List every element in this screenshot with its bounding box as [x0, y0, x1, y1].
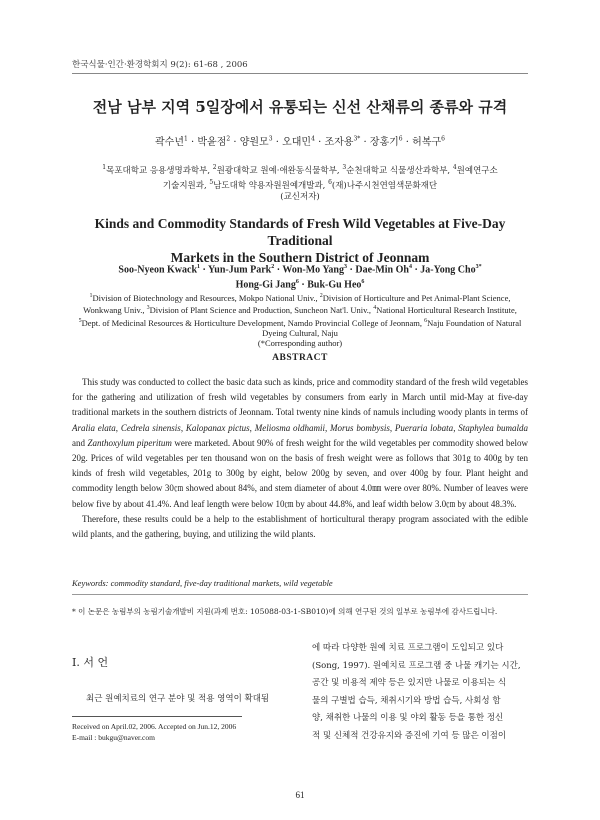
author-mark: 3* — [475, 264, 482, 270]
abstract-body — [72, 375, 528, 542]
author-name: 오대민 — [282, 137, 312, 148]
author-separator: · — [314, 137, 325, 148]
corresponding-note: (교신저자) — [280, 191, 320, 202]
affil-text: Division of Horticulture and Pet Animal-Plant Science, Wonkwang Univ., — [83, 292, 511, 316]
species-name: Staphylea bumalda — [458, 422, 529, 433]
korean-title: 전남 남부 지역 5일장에서 유통되는 신선 산채류의 종류와 규격 — [92, 98, 508, 116]
affil-text: 기술지원과, — [162, 180, 210, 191]
abstract-text: , — [389, 422, 395, 433]
received-dates: Received on April.02, 2006. Accepted on Jun.12, 2006 — [72, 722, 237, 731]
author-name: 박윤점 — [197, 137, 227, 148]
author-separator: · — [274, 264, 283, 276]
abstract-text: , — [249, 422, 255, 433]
author-mark: 4 — [311, 135, 315, 143]
author-mark: 6 — [361, 279, 365, 286]
author-separator: · — [360, 137, 370, 148]
affil-mark: 1 — [102, 164, 107, 171]
author-name: Won-Mo Yang — [282, 264, 344, 276]
abstract-text: , — [180, 422, 186, 433]
author-name: Soo-Nyeon Kwack — [118, 264, 198, 276]
affil-mark: 4 — [373, 305, 377, 312]
affil-mark: 6 — [424, 317, 428, 324]
received-footnote — [72, 722, 294, 743]
intro-line: 공간 및 비용적 제약 등은 있지만 나물로 이용되는 식 — [312, 678, 507, 689]
author-mark: 3 — [268, 135, 273, 143]
species-name: Cedrela sinensis — [120, 422, 181, 433]
affil-mark: 5 — [78, 317, 82, 324]
affil-mark: 5 — [209, 178, 214, 186]
author-separator: · — [272, 137, 283, 148]
intro-right-column — [312, 640, 529, 746]
author-mark: 6 — [398, 135, 403, 143]
affil-mark: 6 — [328, 178, 332, 186]
affil-mark: 2 — [319, 293, 323, 299]
author-mark: 6 — [441, 135, 445, 143]
corresponding-note: (*Corresponding author) — [257, 338, 343, 349]
author-mark: 3* — [353, 135, 361, 143]
author-mark: 1 — [197, 264, 201, 270]
intro-line: 에 따라 다양한 원예 치료 프로그램이 도입되고 있다 — [312, 643, 504, 653]
korean-affiliations — [80, 162, 520, 203]
english-affiliations — [78, 291, 522, 349]
author-name: Yun-Jum Park — [207, 264, 272, 276]
author-mark: 6 — [295, 279, 299, 286]
affil-mark: 3 — [342, 164, 347, 171]
keywords-rule — [72, 594, 528, 595]
abstract-text: , — [115, 422, 121, 433]
author-name: Dae-Min Oh — [355, 264, 409, 276]
affil-text: 원광대학교 원예·애완동식물학부, — [216, 165, 343, 176]
species-name: Meliosma oldhamii — [254, 422, 325, 433]
author-separator: · — [200, 264, 208, 276]
korean-authors — [0, 133, 600, 148]
acknowledgement: * 이 논문은 농림부의 농림기술개발비 지원(과제 번호: 105088-03-1-SB010)에 의해 연구된 것의 일부로 농림부에 감사드립니다. — [72, 607, 498, 616]
english-title — [70, 215, 530, 266]
author-mark: 4 — [408, 264, 412, 270]
english-title-line: Kinds and Commodity Standards of Fresh Wild Vegetables at Five-Day Traditional — [94, 216, 506, 248]
abstract-paragraph — [72, 375, 528, 512]
author-separator: · — [402, 137, 413, 148]
intro-line: 적 및 신체적 건강유지와 증진에 기여 등 많은 이점이 — [312, 730, 507, 741]
species-name: Aralia elata — [72, 422, 116, 433]
author-separator: · — [347, 264, 356, 276]
author-name: Buk-Gu Heo — [307, 279, 362, 291]
affil-text: Division of Plant Science and Production, Suncheon Nat'l. Univ., — [149, 305, 374, 316]
english-title-line: Markets in the Southern District of Jeonnam — [170, 250, 430, 265]
affil-text: Dept. of Medicinal Resources & Horticulture Development, Namdo Provincial College of Jeonnam, — [81, 317, 425, 328]
author-separator: · — [230, 137, 240, 148]
intro-left-text: 최근 원예치료의 연구 분야 및 적용 영역이 확대됨 — [86, 694, 270, 704]
affil-text: (재)나주시천연염색문화재단 — [331, 180, 438, 191]
affil-text: 목포대학교 응용생명과학부, — [106, 165, 213, 176]
author-name: 곽수년 — [155, 137, 184, 148]
header-rule — [72, 73, 528, 74]
author-name: 양원모 — [239, 137, 269, 148]
affil-mark: 2 — [212, 164, 217, 171]
author-mark: 2 — [271, 264, 275, 270]
footnote-rule — [72, 716, 242, 717]
abstract-text: , — [453, 422, 459, 433]
affil-mark: 3 — [146, 305, 150, 312]
author-separator: · — [187, 137, 198, 148]
keywords: Keywords: commodity standard, five-day traditional markets, wild vegetable — [72, 578, 333, 588]
author-name: Hong-Gi Jang — [235, 279, 296, 291]
author-name: 허복구 — [412, 137, 442, 148]
species-name: Kalopanax pictus — [185, 422, 250, 433]
author-mark: 3 — [344, 264, 347, 270]
affil-mark: 1 — [89, 293, 93, 299]
english-authors — [70, 261, 530, 292]
abstract-text: This study was conducted to collect the basic data such as kinds, price and commodity standard of the fresh wild vegetables for the gathering and utilization of fresh wild vegetables by consumers from early in March until mid-May at five-day traditional markets in the southern districts of Jeonnam. Total twenty nine kinds of namuls including woody plants in terms of — [72, 377, 528, 418]
affil-text: 원예연구소 — [456, 165, 498, 176]
affil-mark: 4 — [452, 164, 457, 171]
journal-header: 한국식물·인간·환경학회지 9(2): 61-68 , 2006 — [72, 60, 248, 70]
intro-line: (Song, 1997). 원예치료 프로그램 중 나물 캐기는 시간, — [312, 660, 521, 671]
affil-text: National Horticultural Research Institute, — [376, 305, 517, 316]
author-separator: · — [411, 264, 421, 276]
abstract-text: and — [72, 437, 88, 448]
species-name: Morus bombysis — [330, 422, 390, 433]
species-name: Zanthoxylum piperitum — [87, 437, 172, 448]
section-heading-introduction: Ⅰ. 서 언 — [72, 656, 109, 669]
species-name: Pueraria lobata — [394, 422, 454, 433]
affil-text: Naju Foundation of Natural Dyeing Cultural, Naju — [262, 317, 522, 338]
affil-text: 남도대학 약용자원원예개발과, — [213, 180, 329, 191]
author-name: 장홍기 — [369, 137, 399, 148]
affil-text: 순천대학교 식물생산과학부, — [346, 165, 453, 176]
intro-line: 물의 구별법 습득, 채취시기와 방법 습득, 사회성 함 — [312, 695, 501, 706]
abstract-text: , — [325, 422, 331, 433]
author-mark: 1 — [184, 135, 188, 143]
abstract-heading: ABSTRACT — [272, 353, 328, 363]
author-name: Ja-Yong Cho — [420, 264, 476, 276]
affil-text: Division of Biotechnology and Resources, Mokpo National Univ., — [92, 292, 320, 303]
author-mark: 2 — [226, 135, 231, 143]
author-name: 조자용 — [324, 137, 354, 148]
author-separator: · — [298, 279, 308, 291]
abstract-text: were marketed. About 90% of fresh weight for the wild vegetables per commodity showed below 20g. Prices of wild vegetables per ten thousand won on the basis of fresh weight were as follows that 301g to 400g by ten kinds of fresh wild vegetables, 201g to 300g by eight, below 200g by seven, and over 400g by four. Plant height and commodity length below 30㎝ showed about 84%, and stem diameter of about 4.0㎜ were over 80%. Number of leaves were below five by about 41.4%. And leaf length were below 10㎝ by about 44.8%, and leaf width below 3.0㎝ by about 48.3%. — [72, 437, 529, 509]
email-address: E-mail : bukgu@naver.com — [72, 732, 155, 742]
abstract-paragraph: Therefore, these results could be a help to the establishment of horticultural therapy program associated with the edible wild plants, and the gathering, buying, and utilizing the wild plants. — [72, 513, 528, 540]
page-number: 61 — [295, 790, 305, 800]
intro-line: 양, 채취한 나물의 이용 및 야외 활동 등을 통한 정신 — [312, 713, 504, 724]
